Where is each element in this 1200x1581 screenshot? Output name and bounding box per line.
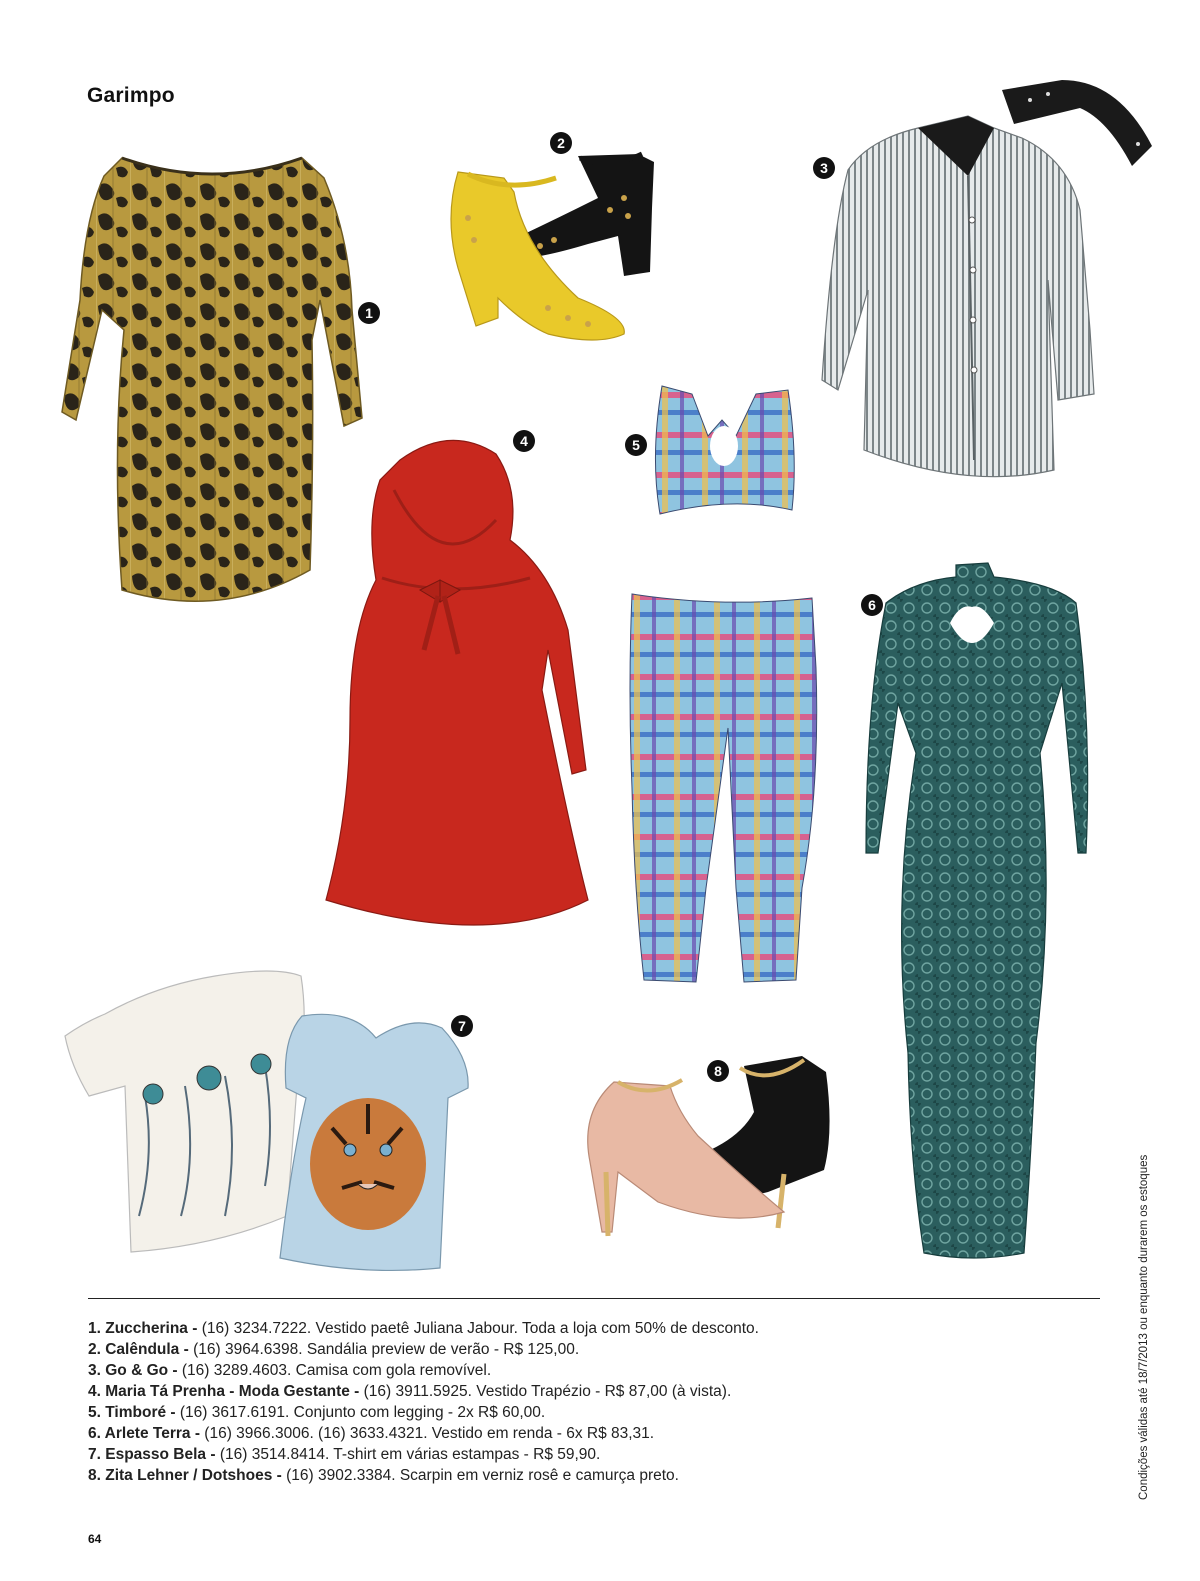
credit-line [88, 1360, 1088, 1381]
sequin-dress-image [62, 150, 364, 618]
credit-line [88, 1423, 1088, 1444]
store-name: 7. Espasso Bela - [88, 1446, 216, 1463]
credit-line [88, 1465, 1088, 1486]
teal-lace-gown-image [864, 563, 1094, 1259]
item-badge-1: 1 [358, 302, 380, 324]
credit-line [88, 1339, 1088, 1360]
page-number: 64 [88, 1532, 102, 1546]
credit-line [88, 1444, 1088, 1465]
store-name: 6. Arlete Terra - [88, 1425, 200, 1442]
store-details: (16) 3911.5925. Vestido Trapézio - R$ 87,00 (à vista). [359, 1383, 732, 1400]
section-title: Garimpo [87, 84, 175, 107]
store-name: 5. Timboré - [88, 1404, 176, 1421]
store-details: (16) 3964.6398. Sandália preview de verão - R$ 125,00. [188, 1341, 580, 1358]
store-details: (16) 3234.7222. Vestido paetê Juliana Jabour. Toda a loja com 50% de desconto. [197, 1320, 759, 1337]
store-name: 3. Go & Go - [88, 1362, 178, 1379]
validity-note: Condições válidas até 18/7/2013 ou enquanto durarem os estoques [1138, 1154, 1150, 1500]
credits-list [88, 1318, 1088, 1486]
item-badge-3: 3 [813, 157, 835, 179]
store-name: 1. Zuccherina - [88, 1320, 198, 1337]
item-badge-8: 8 [707, 1060, 729, 1082]
store-name: 8. Zita Lehner / Dotshoes - [88, 1467, 282, 1484]
rose-and-black-pumps-image [578, 1052, 832, 1238]
red-maternity-dress-image [320, 430, 592, 940]
store-details: (16) 3617.6191. Conjunto com legging - 2x R$ 60,00. [175, 1404, 546, 1421]
striped-shirt-image [818, 80, 1158, 492]
item-badge-5: 5 [625, 434, 647, 456]
credits-divider [88, 1298, 1100, 1299]
tiger-print-tshirt-image [272, 1008, 472, 1274]
store-details: (16) 3966.3006. (16) 3633.4321. Vestido em renda - 6x R$ 83,31. [200, 1425, 655, 1442]
credit-line [88, 1402, 1088, 1423]
printed-sports-bra-image [652, 386, 798, 518]
store-name: 4. Maria Tá Prenha - Moda Gestante - [88, 1383, 360, 1400]
item-badge-2: 2 [550, 132, 572, 154]
printed-legging-image [624, 588, 820, 992]
store-details: (16) 3514.8414. T-shirt em várias estampas - R$ 59,90. [215, 1446, 601, 1463]
store-details: (16) 3902.3384. Scarpin em verniz rosê e camurça preto. [281, 1467, 679, 1484]
credit-line [88, 1381, 1088, 1402]
store-details: (16) 3289.4603. Camisa com gola removível. [177, 1362, 492, 1379]
item-badge-4: 4 [513, 430, 535, 452]
credit-line [88, 1318, 1088, 1339]
item-badge-6: 6 [861, 594, 883, 616]
store-name: 2. Calêndula - [88, 1341, 189, 1358]
item-badge-7: 7 [451, 1015, 473, 1037]
sandals-image [428, 148, 668, 348]
